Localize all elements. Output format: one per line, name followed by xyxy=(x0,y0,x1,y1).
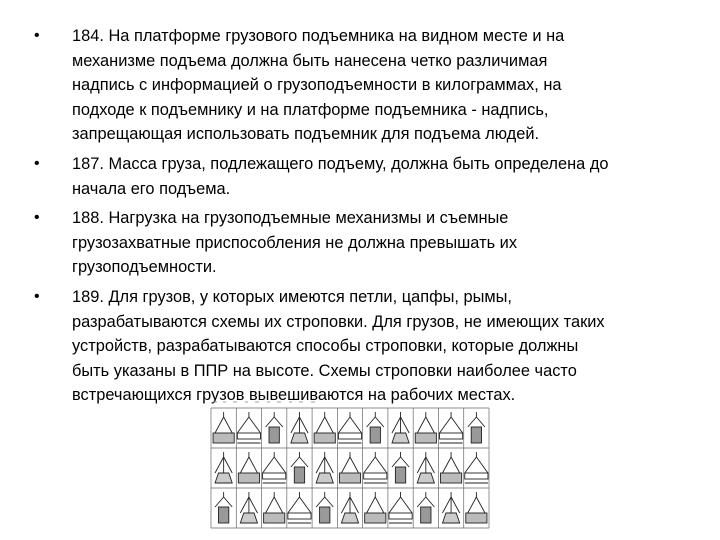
sling-schemes-grid-image xyxy=(207,398,493,532)
sling-diagram-icon xyxy=(465,452,488,483)
sling-diagram-icon xyxy=(417,492,434,523)
sling-diagram-icon xyxy=(215,492,232,523)
sling-diagram-icon xyxy=(263,452,286,483)
sling-diagram-icon xyxy=(291,452,308,483)
bullet-line: грузозахватные приспособления не должна превышать их xyxy=(72,233,518,252)
bullet-item-187 xyxy=(34,152,684,201)
bullet-list xyxy=(34,24,684,413)
sling-diagram-icon xyxy=(440,452,461,483)
sling-diagram-icon xyxy=(389,492,412,523)
bullet-line: разрабатываются схемы их строповки. Для грузов, не имеющих таких xyxy=(72,312,605,331)
bullet-line: быть указаны в ППР на высоте. Схемы строповки наиболее часто xyxy=(72,361,577,380)
sling-diagram-icon xyxy=(364,452,387,483)
sling-diagram-icon xyxy=(240,492,257,523)
bullet-line: 184. На платформе грузового подъемника на видном месте и на xyxy=(72,27,565,45)
sling-diagram-icon xyxy=(238,452,259,483)
sling-diagram-icon xyxy=(213,412,234,443)
sling-diagram-icon xyxy=(338,412,361,443)
bullet-line: 187. Масса груза, подлежащего подъему, должна быть определена до xyxy=(72,154,609,173)
bullet-dot-icon: • xyxy=(34,287,40,305)
bullet-line: 188. Нагрузка на грузоподъемные механизмы и съемные xyxy=(72,209,509,228)
sling-diagram-icon xyxy=(291,412,308,443)
sling-diagram-icon xyxy=(288,492,311,523)
sling-diagram-icon xyxy=(365,492,386,523)
bullet-line: механизме подъема должна быть нанесена четко различимая xyxy=(72,51,548,70)
sling-diagram-icon xyxy=(314,412,335,443)
sling-diagram-icon xyxy=(392,412,409,443)
bullet-line: подходе к подъемнику и на платформе подъемника - надпись, xyxy=(72,100,549,119)
bullet-line: начала его подъема. xyxy=(72,179,231,198)
sling-schemes-figure xyxy=(207,398,493,532)
sling-diagram-icon xyxy=(341,492,358,523)
sling-diagram-icon xyxy=(468,412,485,443)
sling-diagram-icon xyxy=(316,492,333,523)
sling-diagram-icon xyxy=(264,492,285,523)
bullet-line: встречающихся грузов вывешиваются на рабочих местах. xyxy=(72,386,516,405)
sling-diagram-icon xyxy=(339,452,360,483)
bullet-line: запрещающая использовать подъемник для подъема людей. xyxy=(72,125,540,144)
bullet-dot-icon: • xyxy=(34,27,40,44)
sling-diagram-icon xyxy=(316,452,333,483)
sling-diagram-icon xyxy=(392,452,409,483)
bullet-item-184 xyxy=(34,24,684,147)
sling-diagram-icon xyxy=(466,492,487,523)
sling-diagram-icon xyxy=(367,412,384,443)
sling-diagram-icon xyxy=(439,412,462,443)
sling-diagram-icon xyxy=(215,452,232,483)
figure-cells xyxy=(213,412,488,523)
bullet-line: грузоподъемности. xyxy=(72,258,217,277)
sling-diagram-icon xyxy=(266,412,283,443)
bullet-dot-icon: • xyxy=(34,154,40,172)
bullet-item-189 xyxy=(34,285,684,408)
bullet-line: 189. Для грузов, у которых имеются петли, цапфы, рымы, xyxy=(72,287,512,306)
sling-diagram-icon xyxy=(415,412,436,443)
sling-diagram-icon xyxy=(442,492,459,523)
sling-diagram-icon xyxy=(237,412,260,443)
sling-diagram-icon xyxy=(417,452,434,483)
bullet-dot-icon: • xyxy=(34,209,40,227)
bullet-line: надпись с информацией о грузоподъемности в килограммах, на xyxy=(72,76,562,95)
bullet-item-188 xyxy=(34,206,684,280)
bullet-line: устройств, разрабатываются способы строповки, которые должны xyxy=(72,337,579,356)
